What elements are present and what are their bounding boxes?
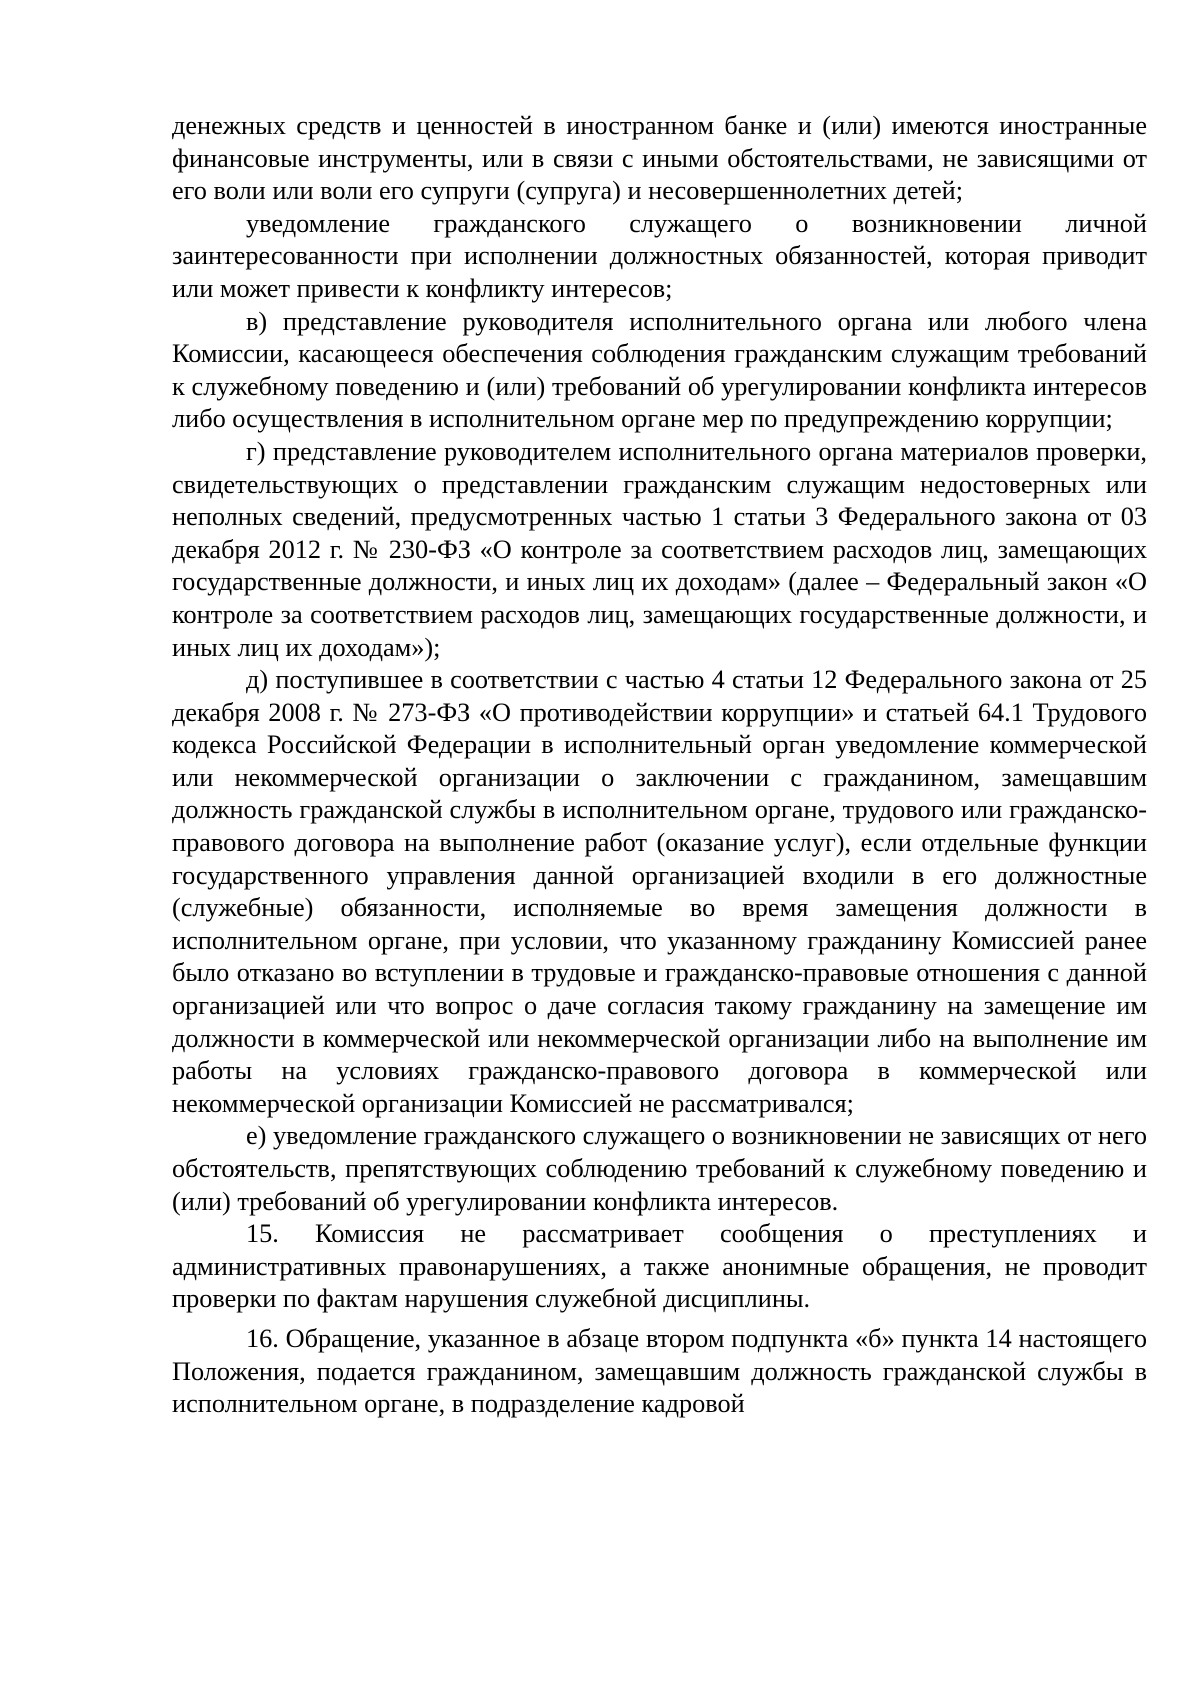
paragraph-item-e: е) уведомление гражданского служащего о возникновении не зависящих от него обстоятельств, препятствующих соблюдению требований к служебному поведению и (или) требований об урегулировании конфликта интересов. — [172, 1121, 1147, 1216]
document-page — [172, 110, 1147, 1421]
paragraph-continuation: денежных средств и ценностей в иностранном банке и (или) имеются иностранные финансовые инструменты, или в связи с иными обстоятельствами, не зависящими от его воли или воли его супруги (супруга) и несовершеннолетних детей; — [172, 111, 1147, 206]
paragraph-section-15: 15. Комиссия не рассматривает сообщения о преступлениях и административных правонарушениях, а также анонимные обращения, не проводит проверки по фактам нарушения служебной дисциплины. — [172, 1219, 1147, 1314]
paragraph-notification-conflict: уведомление гражданского служащего о возникновении личной заинтересованности при исполнении должностных обязанностей, которая приводит или может привести к конфликту интересов; — [172, 208, 1147, 303]
paragraph-item-g: г) представление руководителем исполнительного органа материалов проверки, свидетельствующих о представлении гражданским служащим недостоверных или неполных сведений, предусмотренных частью 1 статьи 3 Федерального закона от 03 декабря 2012 г. № 230-ФЗ «О контроле за соответствием расходов лиц, замещающих государственные должности, и иных лиц их доходам» (далее – Федеральный закон «О контроле за соответствием расходов лиц, замещающих государственные должности, и иных лиц их доходам»); — [172, 436, 1147, 662]
paragraph-section-16: 16. Обращение, указанное в абзаце втором подпункта «б» пункта 14 настоящего Положения, подается гражданином, замещавшим должность гражданской службы в исполнительном органе, в подразделение кадровой — [172, 1323, 1147, 1419]
paragraph-item-v: в) представление руководителя исполнительного органа или любого члена Комиссии, касающееся обеспечения соблюдения гражданским служащим требований к служебному поведению и (или) требований об урегулировании конфликта интересов либо осуществления в исполнительном органе мер по предупреждению коррупции; — [172, 306, 1147, 434]
paragraph-item-d: д) поступившее в соответствии с частью 4 статьи 12 Федерального закона от 25 декабря 2008 г. № 273-ФЗ «О противодействии коррупции» и статьей 64.1 Трудового кодекса Российской Федерации в исполнительный орган уведомление коммерческой или некоммерческой организации о заключении с гражданином, замещавшим должность гражданской службы в исполнительном органе, трудового или гражданско-правового договора на выполнение работ (оказание услуг), если отдельные функции государственного управления данной организацией входили в его должностные (служебные) обязанности, исполняемые во время замещения должности в исполнительном органе, при условии, что указанному гражданину Комиссией ранее было отказано во вступлении в трудовые и гражданско-правовые отношения с данной организацией или что вопрос о даче согласия такому гражданину на замещение им должности в коммерческой или некоммерческой организации либо на выполнение им работы на условиях гражданско-правового договора в коммерческой или некоммерческой организации Комиссией не рассматривался; — [172, 665, 1147, 1118]
